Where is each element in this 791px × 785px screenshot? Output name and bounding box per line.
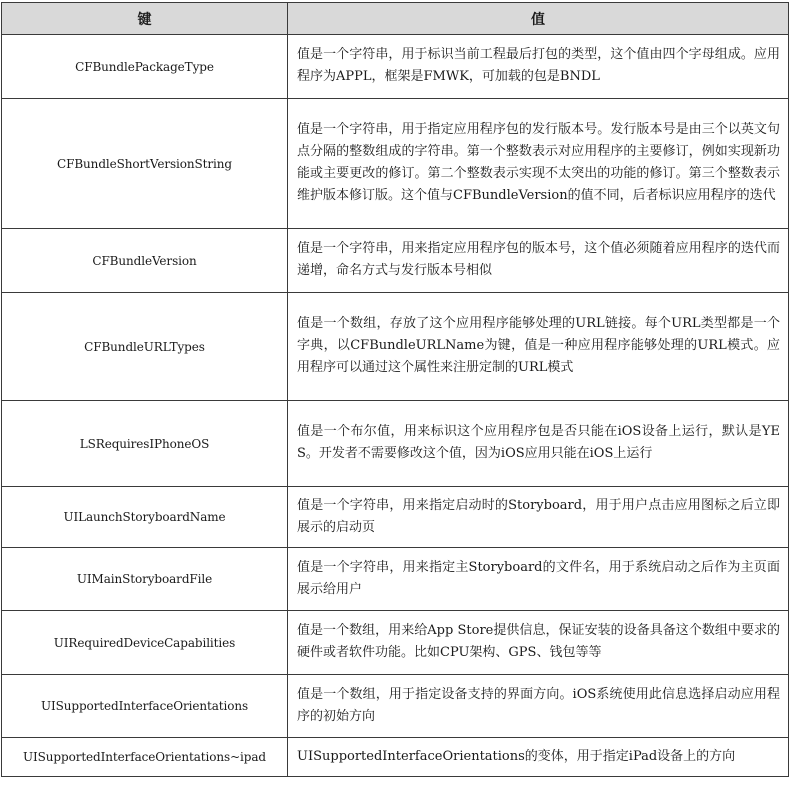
- row-value: 值是一个数组，用于指定设备支持的界面方向。iOS系统使用此信息选择启动应用程序的初始方向: [288, 675, 789, 738]
- row-value: 值是一个字符串，用于标识当前工程最后打包的类型，这个值由四个字母组成。应用程序为APPL，框架是FMWK，可加载的包是BNDL: [288, 35, 789, 99]
- table-row: [2, 738, 789, 777]
- row-key: CFBundleURLTypes: [2, 293, 288, 401]
- table-header: [2, 3, 789, 35]
- row-value: 值是一个数组，用来给App Store提供信息，保证安装的设备具备这个数组中要求的硬件或者软件功能。比如CPU架构、GPS、钱包等等: [288, 611, 789, 675]
- row-key: CFBundleVersion: [2, 229, 288, 293]
- table-row: [2, 293, 789, 401]
- row-value: 值是一个字符串，用来指定启动时的Storyboard，用于用户点击应用图标之后立即展示的启动页: [288, 487, 789, 548]
- table-row: [2, 487, 789, 548]
- header-row: [2, 3, 789, 35]
- header-key: 键: [2, 3, 288, 35]
- table-row: [2, 99, 789, 229]
- info-plist-keys-table: [1, 2, 789, 777]
- row-key: UISupportedInterfaceOrientations: [2, 675, 288, 738]
- row-value: UISupportedInterfaceOrientations的变体，用于指定iPad设备上的方向: [288, 738, 789, 777]
- table-row: [2, 675, 789, 738]
- header-value: 值: [288, 3, 789, 35]
- table-row: [2, 401, 789, 487]
- row-key: UIRequiredDeviceCapabilities: [2, 611, 288, 675]
- row-key: CFBundlePackageType: [2, 35, 288, 99]
- row-value: 值是一个布尔值，用来标识这个应用程序包是否只能在iOS设备上运行，默认是YES。开发者不需要修改这个值，因为iOS应用只能在iOS上运行: [288, 401, 789, 487]
- row-value: 值是一个字符串，用来指定应用程序包的版本号，这个值必须随着应用程序的迭代而递增，命名方式与发行版本号相似: [288, 229, 789, 293]
- row-key: UILaunchStoryboardName: [2, 487, 288, 548]
- table-body: [2, 35, 789, 777]
- row-key: UISupportedInterfaceOrientations~ipad: [2, 738, 288, 777]
- table-row: [2, 548, 789, 611]
- row-value: 值是一个字符串，用来指定主Storyboard的文件名，用于系统启动之后作为主页面展示给用户: [288, 548, 789, 611]
- row-key: CFBundleShortVersionString: [2, 99, 288, 229]
- table-row: [2, 35, 789, 99]
- row-value: 值是一个字符串，用于指定应用程序包的发行版本号。发行版本号是由三个以英文句点分隔的整数组成的字符串。第一个整数表示对应用程序的主要修订，例如实现新功能或主要更改的修订。第二个整数表示实现不太突出的功能的修订。第三个整数表示维护版本修订版。这个值与CFBundleVersion的值不同，后者标识应用程序的迭代: [288, 99, 789, 229]
- table-row: [2, 229, 789, 293]
- row-value: 值是一个数组，存放了这个应用程序能够处理的URL链接。每个URL类型都是一个字典，以CFBundleURLName为键，值是一种应用程序能够处理的URL模式。应用程序可以通过这个属性来注册定制的URL模式: [288, 293, 789, 401]
- row-key: LSRequiresIPhoneOS: [2, 401, 288, 487]
- table-row: [2, 611, 789, 675]
- row-key: UIMainStoryboardFile: [2, 548, 288, 611]
